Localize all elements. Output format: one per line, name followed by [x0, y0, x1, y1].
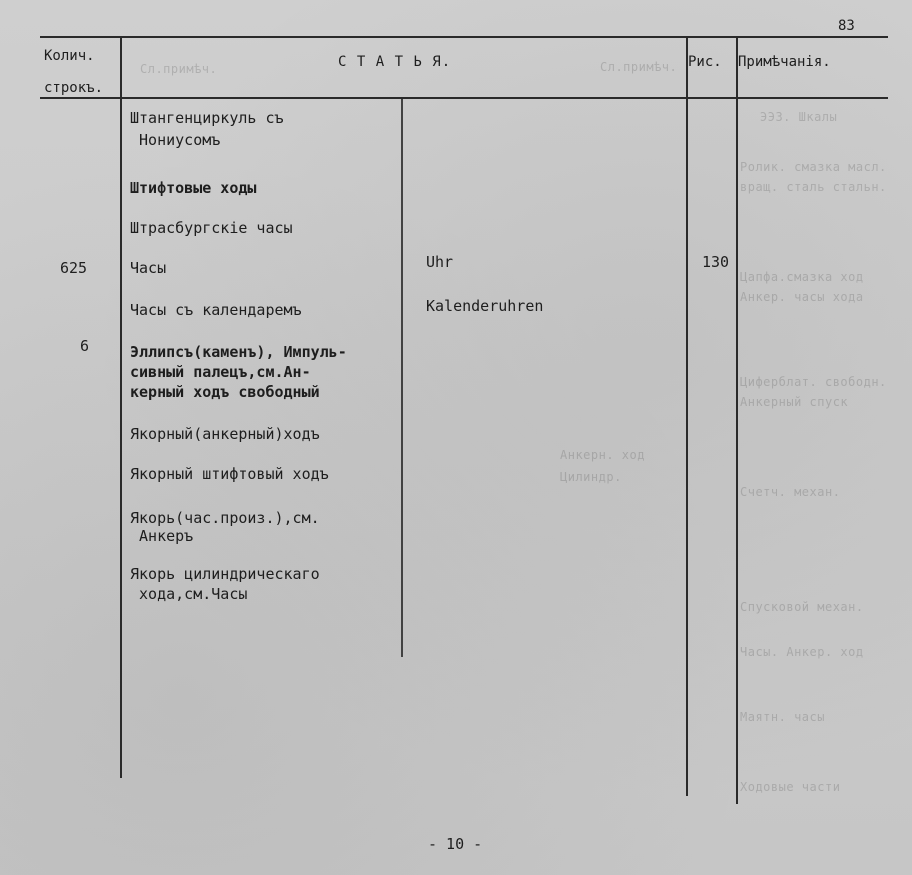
- term-text: Штифтовые ходы: [130, 179, 257, 197]
- term-text: Штангенциркуль съ: [130, 109, 284, 127]
- term-text: Часы съ календаремъ: [130, 301, 302, 319]
- column-divider: [686, 36, 688, 796]
- bleed-through-text: Анкер. часы хода: [740, 290, 864, 304]
- term-text: Анкеръ: [130, 527, 194, 545]
- bleed-through-text: ЭЭЗ. Шкалы: [760, 110, 838, 124]
- bleed-through-text: Ролик. смазка масл.: [740, 160, 887, 174]
- bleed-through-text: Счетч. механ.: [740, 485, 841, 499]
- header-fig: Рис.: [688, 54, 722, 70]
- bleed-through-text: Цапфа.смазка ход: [740, 270, 864, 284]
- column-divider: [401, 97, 403, 657]
- bleed-through-text: Цилиндр.: [560, 470, 622, 484]
- term-text: Часы: [130, 259, 167, 277]
- bleed-through-text: Анкерный спуск: [740, 395, 849, 409]
- bleed-through-text: Сл.примѣч.: [140, 62, 218, 76]
- table-top-rule: [40, 36, 888, 38]
- header-count-line2: строкъ.: [44, 80, 104, 96]
- translation-text: Uhr: [426, 253, 454, 271]
- term-text: Якорный штифтовый ходъ: [130, 465, 329, 483]
- term-text: Якорный(анкерный)ходъ: [130, 425, 320, 443]
- term-text: Эллипсъ(каменъ), Импуль-: [130, 343, 347, 361]
- table-header-rule: [40, 97, 888, 99]
- column-divider: [736, 36, 738, 804]
- term-text: Штрасбургскіе часы: [130, 219, 293, 237]
- bleed-through-text: Часы. Анкер. ход: [740, 645, 864, 659]
- term-text: сивный палецъ,см.Ан-: [130, 363, 311, 381]
- line-count: 6: [80, 337, 90, 355]
- term-text: хода,см.Часы: [130, 585, 248, 603]
- page-number-top: 83: [838, 18, 855, 34]
- column-divider: [120, 36, 122, 778]
- bleed-through-text: Маятн. часы: [740, 710, 825, 724]
- bleed-through-text: Ходовые части: [740, 780, 841, 794]
- bleed-through-text: Спусковой механ.: [740, 600, 864, 614]
- figure-number: 130: [702, 253, 730, 271]
- bleed-through-text: вращ. сталь стальн.: [740, 180, 887, 194]
- translation-text: Kalenderuhren: [426, 297, 544, 315]
- term-text: Якорь(час.произ.),см.: [130, 509, 320, 527]
- page-number-bottom: - 10 -: [428, 835, 483, 853]
- bleed-through-text: Анкерн. ход: [560, 448, 645, 462]
- term-text: керный ходъ свободный: [130, 383, 320, 401]
- header-article: С Т А Т Ь Я.: [338, 54, 452, 70]
- term-text: Якорь цилиндрическаго: [130, 565, 320, 583]
- term-text: Нониусомъ: [130, 131, 221, 149]
- bleed-through-text: Сл.примѣч.: [600, 60, 678, 74]
- header-notes: Примѣчанія.: [738, 54, 831, 70]
- line-count: 625: [60, 259, 88, 277]
- bleed-through-text: Циферблат. свободн.: [740, 375, 887, 389]
- header-count-line1: Колич.: [44, 48, 95, 64]
